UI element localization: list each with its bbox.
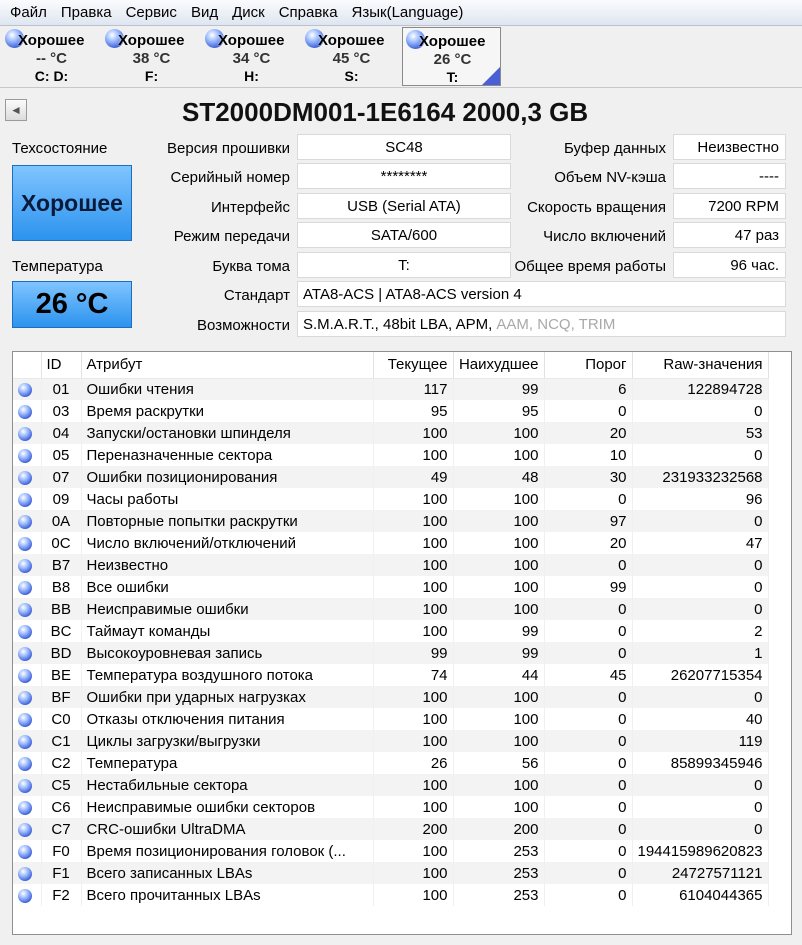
threshold-value: 0 xyxy=(544,686,632,708)
current-value: 26 xyxy=(373,752,453,774)
disk-tab-status: Хорошее xyxy=(118,32,185,49)
attribute-id: 09 xyxy=(41,488,81,510)
current-value: 95 xyxy=(373,400,453,422)
row-status-cell xyxy=(13,400,41,422)
raw-value: 0 xyxy=(632,400,768,422)
features-label: Возможности xyxy=(197,317,290,334)
row-status-cell xyxy=(13,554,41,576)
attribute-id: C1 xyxy=(41,730,81,752)
table-row[interactable] xyxy=(13,576,768,598)
row-status-cell xyxy=(13,488,41,510)
status-dot-icon xyxy=(18,691,32,705)
status-dot-icon xyxy=(18,471,32,485)
current-value: 100 xyxy=(373,488,453,510)
table-row[interactable] xyxy=(13,730,768,752)
disk-tab-status: Хорошее xyxy=(218,32,285,49)
row-status-cell xyxy=(13,664,41,686)
table-row[interactable] xyxy=(13,884,768,906)
table-row[interactable] xyxy=(13,840,768,862)
threshold-value: 0 xyxy=(544,488,632,510)
table-body xyxy=(13,378,768,906)
menu-help[interactable]: Справка xyxy=(278,4,338,21)
attribute-id: 0C xyxy=(41,532,81,554)
raw-value: 47 xyxy=(632,532,768,554)
threshold-value: 99 xyxy=(544,576,632,598)
threshold-value: 0 xyxy=(544,818,632,840)
attribute-name: Ошибки при ударных нагрузках xyxy=(81,686,373,708)
disk-tab-letters: H: xyxy=(244,68,259,84)
raw-value: 0 xyxy=(632,444,768,466)
worst-value: 200 xyxy=(453,818,544,840)
attribute-name: Циклы загрузки/выгрузки xyxy=(81,730,373,752)
worst-value: 100 xyxy=(453,422,544,444)
attribute-id: 01 xyxy=(41,378,81,400)
row-status-cell xyxy=(13,422,41,444)
buffer-value: Неизвестно xyxy=(673,134,786,160)
worst-value: 100 xyxy=(453,488,544,510)
row-status-cell xyxy=(13,686,41,708)
attribute-id: 0A xyxy=(41,510,81,532)
attribute-name: Температура воздушного потока xyxy=(81,664,373,686)
raw-value: 40 xyxy=(632,708,768,730)
raw-value: 0 xyxy=(632,796,768,818)
disk-tab-3[interactable] xyxy=(202,27,301,86)
current-value: 100 xyxy=(373,620,453,642)
attribute-id: C6 xyxy=(41,796,81,818)
row-status-cell xyxy=(13,884,41,906)
worst-value: 253 xyxy=(453,884,544,906)
threshold-value: 0 xyxy=(544,774,632,796)
threshold-value: 6 xyxy=(544,378,632,400)
attribute-name: Неисправимые ошибки xyxy=(81,598,373,620)
worst-value: 100 xyxy=(453,598,544,620)
disk-tab-letters: F: xyxy=(144,68,159,84)
table-row[interactable] xyxy=(13,774,768,796)
threshold-value: 0 xyxy=(544,620,632,642)
col-header-worst[interactable]: Наихудшее xyxy=(453,352,544,378)
attribute-id: C2 xyxy=(41,752,81,774)
disk-tab-letters: C: D: xyxy=(34,68,69,84)
col-header-id[interactable]: ID xyxy=(41,352,81,378)
row-status-cell xyxy=(13,730,41,752)
attribute-name: Отказы отключения питания xyxy=(81,708,373,730)
worst-value: 100 xyxy=(453,686,544,708)
attribute-id: B7 xyxy=(41,554,81,576)
disk-tab-4[interactable] xyxy=(302,27,401,86)
current-value: 49 xyxy=(373,466,453,488)
table-row[interactable] xyxy=(13,664,768,686)
status-dot-icon xyxy=(18,757,32,771)
attribute-name: Температура xyxy=(81,752,373,774)
current-value: 100 xyxy=(373,774,453,796)
disk-tab-temp: 38 °C xyxy=(132,50,171,67)
table-row[interactable] xyxy=(13,708,768,730)
worst-value: 44 xyxy=(453,664,544,686)
menu-service[interactable]: Сервис xyxy=(125,4,177,21)
col-header-current[interactable]: Текущее xyxy=(373,352,453,378)
current-value: 117 xyxy=(373,378,453,400)
raw-value: 26207715354 xyxy=(632,664,768,686)
disk-tab-bar xyxy=(0,26,802,88)
attribute-name: Ошибки позиционирования xyxy=(81,466,373,488)
status-dot-icon xyxy=(18,867,32,881)
interface-label: Интерфейс xyxy=(210,199,290,216)
attribute-id: C5 xyxy=(41,774,81,796)
status-dot-icon xyxy=(18,493,32,507)
attribute-name: Часы работы xyxy=(81,488,373,510)
attribute-name: Неизвестно xyxy=(81,554,373,576)
attribute-id: BD xyxy=(41,642,81,664)
attribute-id: BB xyxy=(41,598,81,620)
attribute-name: Переназначенные сектора xyxy=(81,444,373,466)
worst-value: 48 xyxy=(453,466,544,488)
table-row[interactable] xyxy=(13,532,768,554)
attribute-name: Высокоуровневая запись xyxy=(81,642,373,664)
power-on-hours-label: Общее время работы xyxy=(514,258,666,275)
rotation-rate-value: 7200 RPM xyxy=(673,193,786,219)
attribute-id: B8 xyxy=(41,576,81,598)
row-status-cell xyxy=(13,818,41,840)
attribute-name: Все ошибки xyxy=(81,576,373,598)
status-dot-icon xyxy=(18,515,32,529)
raw-value: 122894728 xyxy=(632,378,768,400)
status-dot-icon xyxy=(18,823,32,837)
row-status-cell xyxy=(13,620,41,642)
status-dot-icon xyxy=(18,581,32,595)
attribute-id: C0 xyxy=(41,708,81,730)
row-status-cell xyxy=(13,532,41,554)
features-unsupported: AAM, NCQ, TRIM xyxy=(496,315,616,333)
table-row[interactable] xyxy=(13,818,768,840)
status-dot-icon xyxy=(18,383,32,397)
attribute-name: Всего прочитанных LBAs xyxy=(81,884,373,906)
threshold-value: 20 xyxy=(544,532,632,554)
threshold-value: 0 xyxy=(544,840,632,862)
table-row[interactable] xyxy=(13,796,768,818)
nv-cache-label: Объем NV-кэша xyxy=(554,169,666,186)
volume-letter-value: T: xyxy=(297,252,511,278)
current-value: 100 xyxy=(373,576,453,598)
temperature-value[interactable]: 26 °C xyxy=(12,281,132,328)
raw-value: 96 xyxy=(632,488,768,510)
row-status-cell xyxy=(13,796,41,818)
col-header-threshold[interactable]: Порог xyxy=(544,352,632,378)
table-row[interactable] xyxy=(13,400,768,422)
attribute-id: F2 xyxy=(41,884,81,906)
power-on-hours-value: 96 час. xyxy=(673,252,786,278)
disk-tab-temp: 45 °C xyxy=(332,50,371,67)
transfer-mode-value: SATA/600 xyxy=(297,222,511,248)
menu-disk[interactable]: Диск xyxy=(232,4,265,21)
attribute-name: Неисправимые ошибки секторов xyxy=(81,796,373,818)
worst-value: 99 xyxy=(453,642,544,664)
table-row[interactable] xyxy=(13,598,768,620)
current-value: 100 xyxy=(373,730,453,752)
buffer-label: Буфер данных xyxy=(564,140,666,157)
disk-tab-letters: S: xyxy=(344,68,359,84)
current-value: 100 xyxy=(373,840,453,862)
table-row[interactable] xyxy=(13,378,768,400)
disk-tab-temp: 34 °C xyxy=(232,50,271,67)
current-value: 100 xyxy=(373,510,453,532)
row-status-cell xyxy=(13,774,41,796)
selected-corner-icon xyxy=(482,67,500,85)
attribute-name: Таймаут команды xyxy=(81,620,373,642)
status-dot-icon xyxy=(18,405,32,419)
threshold-value: 0 xyxy=(544,884,632,906)
status-dot-icon xyxy=(18,449,32,463)
disk-tab-status: Хорошее xyxy=(18,32,85,49)
disk-title: ST2000DM001-1E6164 2000,3 GB xyxy=(182,97,589,127)
table-row[interactable] xyxy=(13,620,768,642)
status-dot-icon xyxy=(18,735,32,749)
menu-edit[interactable]: Правка xyxy=(60,4,112,21)
disk-tab-temp: -- °C xyxy=(36,50,67,67)
raw-value: 0 xyxy=(632,554,768,576)
nv-cache-value: ---- xyxy=(673,163,786,189)
worst-value: 100 xyxy=(453,774,544,796)
attribute-id: F1 xyxy=(41,862,81,884)
row-status-cell xyxy=(13,862,41,884)
interface-value: USB (Serial ATA) xyxy=(297,193,511,219)
worst-value: 100 xyxy=(453,510,544,532)
status-dot-icon xyxy=(18,427,32,441)
attribute-name: Нестабильные сектора xyxy=(81,774,373,796)
worst-value: 95 xyxy=(453,400,544,422)
smart-attributes-table[interactable] xyxy=(12,351,792,935)
table-row[interactable] xyxy=(13,554,768,576)
threshold-value: 30 xyxy=(544,466,632,488)
raw-value: 2 xyxy=(632,620,768,642)
raw-value: 0 xyxy=(632,774,768,796)
current-value: 100 xyxy=(373,708,453,730)
threshold-value: 20 xyxy=(544,422,632,444)
attribute-name: Ошибки чтения xyxy=(81,378,373,400)
raw-value: 231933232568 xyxy=(632,466,768,488)
status-dot-icon xyxy=(18,779,32,793)
worst-value: 100 xyxy=(453,554,544,576)
current-value: 100 xyxy=(373,532,453,554)
attribute-id: BC xyxy=(41,620,81,642)
attribute-id: F0 xyxy=(41,840,81,862)
arrow-left-icon: ◄ xyxy=(10,103,22,117)
attribute-id: 07 xyxy=(41,466,81,488)
row-status-cell xyxy=(13,752,41,774)
current-value: 100 xyxy=(373,884,453,906)
attribute-name: Время раскрутки xyxy=(81,400,373,422)
attribute-name: CRC-ошибки UltraDMA xyxy=(81,818,373,840)
disk-tab-status: Хорошее xyxy=(419,33,486,50)
current-value: 99 xyxy=(373,642,453,664)
row-status-cell xyxy=(13,576,41,598)
current-value: 100 xyxy=(373,686,453,708)
col-header-attribute[interactable]: Атрибут xyxy=(81,352,373,378)
firmware-label: Версия прошивки xyxy=(167,140,290,157)
disk-tab-5-active[interactable] xyxy=(402,27,501,86)
attribute-name: Запуски/остановки шпинделя xyxy=(81,422,373,444)
row-status-cell xyxy=(13,598,41,620)
status-dot-icon xyxy=(18,713,32,727)
current-value: 100 xyxy=(373,444,453,466)
status-dot-icon xyxy=(18,647,32,661)
raw-value: 0 xyxy=(632,598,768,620)
menu-file[interactable]: Файл xyxy=(10,4,47,21)
status-dot-icon xyxy=(18,669,32,683)
row-status-cell xyxy=(13,510,41,532)
attribute-id: BF xyxy=(41,686,81,708)
threshold-value: 10 xyxy=(544,444,632,466)
status-dot-icon xyxy=(18,801,32,815)
threshold-value: 0 xyxy=(544,862,632,884)
temperature-label: Температура xyxy=(12,258,103,275)
attribute-id: BE xyxy=(41,664,81,686)
current-value: 200 xyxy=(373,818,453,840)
power-on-count-label: Число включений xyxy=(543,228,666,245)
previous-disk-button[interactable] xyxy=(5,99,27,121)
table-row[interactable] xyxy=(13,752,768,774)
features-value xyxy=(297,311,786,337)
menu-bar xyxy=(0,0,802,26)
table-row[interactable] xyxy=(13,642,768,664)
health-status-button[interactable]: Хорошее xyxy=(12,165,132,241)
raw-value: 1 xyxy=(632,642,768,664)
attribute-id: 03 xyxy=(41,400,81,422)
firmware-value: SC48 xyxy=(297,134,511,160)
attribute-name: Повторные попытки раскрутки xyxy=(81,510,373,532)
table-row[interactable] xyxy=(13,466,768,488)
serial-label: Серийный номер xyxy=(170,169,290,186)
status-dot-icon xyxy=(18,603,32,617)
threshold-value: 0 xyxy=(544,752,632,774)
table-row[interactable] xyxy=(13,510,768,532)
raw-value: 24727571121 xyxy=(632,862,768,884)
status-dot-icon xyxy=(18,537,32,551)
rotation-rate-label: Скорость вращения xyxy=(527,199,666,216)
menu-language[interactable]: Язык(Language) xyxy=(351,4,464,21)
table-header-row xyxy=(13,352,768,378)
attribute-name: Всего записанных LBAs xyxy=(81,862,373,884)
disk-tab-letters: T: xyxy=(446,69,459,85)
worst-value: 100 xyxy=(453,730,544,752)
raw-value: 0 xyxy=(632,818,768,840)
row-status-cell xyxy=(13,444,41,466)
worst-value: 99 xyxy=(453,378,544,400)
row-status-cell xyxy=(13,840,41,862)
worst-value: 99 xyxy=(453,620,544,642)
power-on-count-value: 47 раз xyxy=(673,222,786,248)
worst-value: 253 xyxy=(453,862,544,884)
status-dot-icon xyxy=(18,845,32,859)
worst-value: 100 xyxy=(453,708,544,730)
threshold-value: 0 xyxy=(544,796,632,818)
threshold-value: 0 xyxy=(544,708,632,730)
threshold-value: 45 xyxy=(544,664,632,686)
current-value: 100 xyxy=(373,862,453,884)
serial-value: ******** xyxy=(297,163,511,189)
raw-value: 0 xyxy=(632,686,768,708)
raw-value: 194415989620823 xyxy=(632,840,768,862)
standard-label: Стандарт xyxy=(223,287,290,304)
threshold-value: 0 xyxy=(544,598,632,620)
current-value: 100 xyxy=(373,554,453,576)
volume-letter-label: Буква тома xyxy=(212,258,290,275)
worst-value: 100 xyxy=(453,576,544,598)
worst-value: 100 xyxy=(453,444,544,466)
disk-tab-2[interactable] xyxy=(102,27,201,86)
threshold-value: 0 xyxy=(544,554,632,576)
current-value: 100 xyxy=(373,598,453,620)
table-row[interactable] xyxy=(13,862,768,884)
raw-value: 53 xyxy=(632,422,768,444)
table-row[interactable] xyxy=(13,488,768,510)
menu-view[interactable]: Вид xyxy=(190,4,219,21)
raw-value: 6104044365 xyxy=(632,884,768,906)
standard-value: ATA8-ACS | ATA8-ACS version 4 xyxy=(297,281,786,307)
current-value: 100 xyxy=(373,796,453,818)
attribute-name: Число включений/отключений xyxy=(81,532,373,554)
threshold-value: 0 xyxy=(544,730,632,752)
current-value: 74 xyxy=(373,664,453,686)
raw-value: 0 xyxy=(632,576,768,598)
health-label: Техсостояние xyxy=(12,140,108,157)
worst-value: 56 xyxy=(453,752,544,774)
col-header-raw[interactable]: Raw-значения xyxy=(632,352,768,378)
raw-value: 119 xyxy=(632,730,768,752)
attribute-id: 04 xyxy=(41,422,81,444)
status-dot-icon xyxy=(18,889,32,903)
status-dot-icon xyxy=(18,559,32,573)
raw-value: 85899345946 xyxy=(632,752,768,774)
current-value: 100 xyxy=(373,422,453,444)
worst-value: 100 xyxy=(453,796,544,818)
attribute-id: 05 xyxy=(41,444,81,466)
row-status-cell xyxy=(13,642,41,664)
transfer-mode-label: Режим передачи xyxy=(173,228,290,245)
features-supported: S.M.A.R.T., 48bit LBA, APM, xyxy=(303,315,493,333)
threshold-value: 0 xyxy=(544,400,632,422)
raw-value: 0 xyxy=(632,510,768,532)
row-status-cell xyxy=(13,378,41,400)
worst-value: 100 xyxy=(453,532,544,554)
row-status-cell xyxy=(13,708,41,730)
threshold-value: 0 xyxy=(544,642,632,664)
disk-tab-status: Хорошее xyxy=(318,32,385,49)
threshold-value: 97 xyxy=(544,510,632,532)
attribute-name: Время позиционирования головок (... xyxy=(81,840,373,862)
row-status-cell xyxy=(13,466,41,488)
disk-tab-temp: 26 °C xyxy=(433,51,472,68)
table-row[interactable] xyxy=(13,444,768,466)
disk-tab-1[interactable] xyxy=(2,27,101,86)
table-row[interactable] xyxy=(13,422,768,444)
status-dot-icon xyxy=(18,625,32,639)
table-row[interactable] xyxy=(13,686,768,708)
worst-value: 253 xyxy=(453,840,544,862)
attribute-id: C7 xyxy=(41,818,81,840)
col-header-status[interactable] xyxy=(13,352,41,378)
